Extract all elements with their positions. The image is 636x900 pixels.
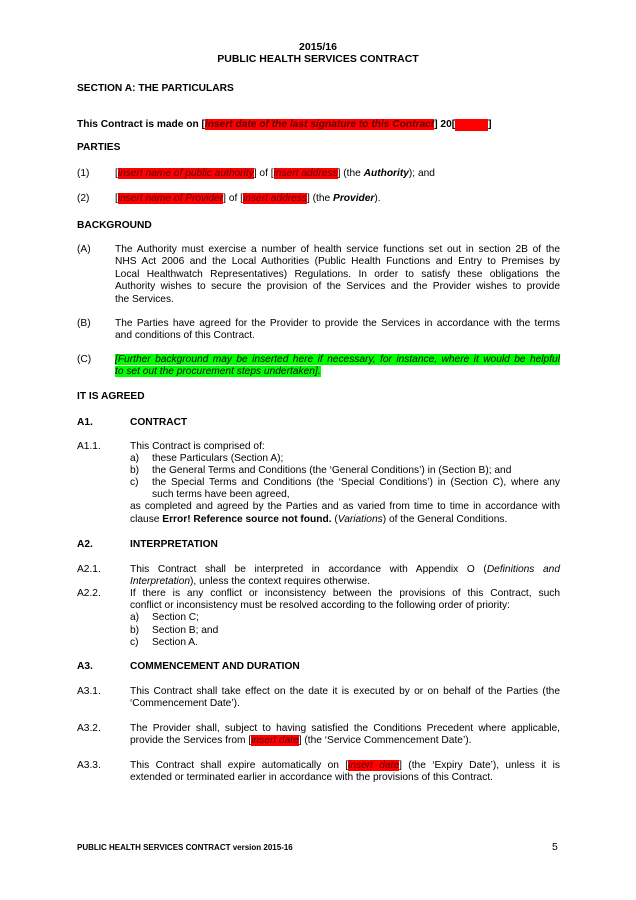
signature-date-placeholder: insert date of the last signature to this Contract — [204, 119, 435, 130]
text-line: Local Healthwatch Representatives) Regulations. In order to satisfy these obligations the — [115, 268, 560, 280]
a2-2-line2: conflict or inconsistency must be resolved according to the following order of priority: — [130, 600, 510, 611]
a3-2-tail: ] (the ‘Service Commencement Date’). — [298, 735, 472, 746]
list-label: c) — [130, 477, 139, 488]
party-1-address-placeholder: insert address — [273, 168, 338, 179]
a1-1-after: as completed and agreed by the Parties and as varied from time to time in accordance with — [130, 501, 560, 512]
a2-1-line1 — [130, 564, 560, 576]
text-line: the Services. — [115, 293, 174, 305]
list-label: c) — [130, 637, 139, 648]
party-2-number: (2) — [77, 193, 90, 204]
a3-1-line2: ‘Commencement Date’). — [130, 698, 240, 709]
year-blank-placeholder — [455, 119, 488, 131]
background-a-text — [115, 244, 560, 306]
a2-1-text: This Contract shall be interpreted in accordance with Appendix O ( — [130, 564, 487, 575]
reference-error: Error! Reference source not found. — [162, 514, 332, 525]
a2-2-line1: If there is any conflict or inconsistency between the provisions of this Contract, such — [130, 588, 560, 599]
document-year: 2015/16 — [299, 41, 337, 53]
a3-3-text: This Contract shall expire automatically on [ — [130, 760, 349, 771]
a1-number: A1. — [77, 417, 93, 428]
clause-open: ( — [331, 514, 338, 525]
party-2-open: [ — [115, 193, 118, 204]
party-1-number: (1) — [77, 168, 90, 179]
made-on-line — [77, 119, 492, 131]
party-1-name-placeholder: insert name of public authority — [117, 168, 254, 179]
a2-1-tail: ), unless the context requires otherwise. — [190, 576, 371, 587]
party-1-tail: ] (the — [337, 168, 364, 179]
footer-text: PUBLIC HEALTH SERVICES CONTRACT version 2015-16 — [77, 843, 293, 852]
list-label: b) — [130, 625, 140, 636]
a3-3-number: A3.3. — [77, 760, 101, 771]
text-line: and conditions of this Contract. — [115, 330, 255, 342]
made-on-year: ] 20[ — [434, 119, 456, 130]
a3-number: A3. — [77, 661, 93, 672]
variations-ref: Variations — [337, 514, 383, 525]
party-1-open: [ — [115, 168, 118, 179]
document-title: PUBLIC HEALTH SERVICES CONTRACT — [217, 53, 419, 65]
clause-tail: ) of the General Conditions. — [382, 514, 508, 525]
a3-3-line1 — [130, 760, 560, 772]
it-is-agreed: IT IS AGREED — [77, 391, 145, 402]
party-1 — [115, 168, 435, 180]
background-heading: BACKGROUND — [77, 220, 152, 231]
further-background-placeholder: [Further background may be inserted here if necessary, for instance, where it would be helpful — [115, 354, 560, 365]
party-1-end: ); and — [408, 168, 435, 179]
party-2-role: Provider — [333, 193, 375, 204]
background-b-text — [115, 318, 560, 343]
party-1-role: Authority — [363, 168, 409, 179]
party-2-end: ). — [374, 193, 381, 204]
background-b-number: (B) — [77, 318, 91, 329]
background-a-number: (A) — [77, 244, 91, 255]
expiry-date-placeholder: insert date — [348, 760, 400, 771]
clause-prefix: clause — [130, 514, 163, 525]
a3-1-line1: This Contract shall take effect on the date it is executed by or on behalf of the Parties (the — [130, 686, 560, 697]
service-commencement-date-placeholder: insert date — [251, 735, 299, 746]
a2-title: INTERPRETATION — [130, 539, 218, 550]
list-item: Section C; — [152, 612, 199, 623]
page-number: 5 — [552, 841, 558, 853]
party-2-name-placeholder: insert name of Provider — [117, 193, 224, 204]
background-c-text — [115, 354, 560, 379]
party-2-tail: ] (the — [307, 193, 334, 204]
interpretation-ref: Interpretation — [130, 576, 191, 587]
party-2-mid: ] of [ — [223, 193, 243, 204]
a1-1-intro: This Contract is comprised of: — [130, 441, 265, 452]
a3-1-number: A3.1. — [77, 686, 101, 697]
a2-number: A2. — [77, 539, 93, 550]
list-item: the Special Terms and Conditions (the ‘Special Conditions’) in (Section C), where any — [152, 477, 560, 488]
list-label: a) — [130, 612, 140, 623]
list-item: Section B; and — [152, 625, 219, 636]
background-c-number: (C) — [77, 354, 92, 365]
a3-2-line1: The Provider shall, subject to having satisfied the Conditions Precedent where applicable, — [130, 723, 560, 734]
a1-title: CONTRACT — [130, 417, 188, 428]
a2-1-line2 — [130, 576, 370, 588]
parties-heading: PARTIES — [77, 142, 121, 153]
a3-3-line2: extended or terminated earlier in accordance with the provisions of this Contract. — [130, 772, 493, 783]
list-label: b) — [130, 465, 140, 476]
definitions-ref: Definitions and — [486, 564, 560, 575]
a3-2-number: A3.2. — [77, 723, 101, 734]
a1-1-number: A1.1. — [77, 441, 101, 452]
list-item-cont: such terms have been agreed, — [152, 489, 290, 500]
a3-2-line2 — [130, 735, 471, 747]
a3-title: COMMENCEMENT AND DURATION — [130, 661, 300, 672]
further-background-placeholder-cont: to set out the procurement steps undertaken]. — [115, 366, 321, 378]
list-item: the General Terms and Conditions (the ‘General Conditions’) in (Section B); and — [152, 465, 512, 476]
party-2 — [115, 193, 381, 205]
list-label: a) — [130, 453, 140, 464]
text-line: Authority wishes to secure the provision of the Services and the Provider wishes to provide — [115, 281, 560, 293]
a1-1-clause-ref — [130, 514, 507, 526]
text-line: The Authority must exercise a number of health service functions set out in section 2B of the — [115, 244, 560, 255]
party-1-mid: ] of [ — [253, 168, 274, 179]
party-2-address-placeholder: insert address — [243, 193, 307, 204]
made-on-close: ] — [488, 119, 492, 130]
made-on-prefix: This Contract is made on [ — [77, 119, 205, 130]
list-item: these Particulars (Section A); — [152, 453, 284, 464]
section-a-heading: SECTION A: THE PARTICULARS — [77, 83, 234, 94]
text-line: The Parties have agreed for the Provider to provide the Services in accordance with the terms — [115, 318, 560, 329]
text-line: NHS Act 2006 and the Local Authorities (Public Health Functions and Entry to Premises by — [115, 256, 560, 268]
a3-2-text: provide the Services from [ — [130, 735, 252, 746]
a3-3-tail: ] (the ‘Expiry Date’), unless it is — [399, 760, 560, 771]
a2-2-number: A2.2. — [77, 588, 101, 599]
list-item: Section A. — [152, 637, 198, 648]
a2-1-number: A2.1. — [77, 564, 101, 575]
